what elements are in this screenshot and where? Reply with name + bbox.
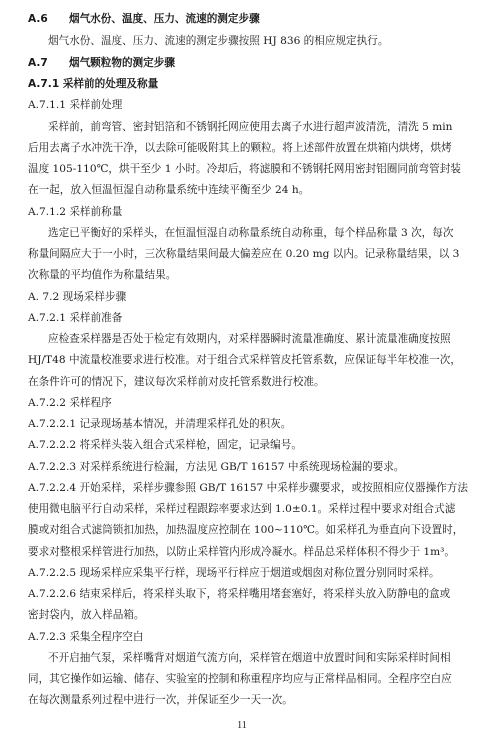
paragraph-line: 在一起，放入恒温恒湿自动称量系统中连续平衡至少 24 h。: [28, 184, 310, 196]
list-item: A.7.2.2.5 现场采样应采集平行样，现场平行样应于烟道或烟囱对称位置分别同时采样。: [28, 567, 440, 579]
subsection-heading-a71: A.7.1 采样前的处理及称量: [28, 78, 159, 90]
subsection-heading-a722: A.7.2.2 采样程序: [28, 397, 112, 409]
paragraph-line: 温度 105-110℃，烘干至少 1 小时。冷却后，将滤膜和不锈钢托网用密封铝圈同前弯管封装: [28, 163, 461, 175]
paragraph-line: 后用去离子水冲洗干净，以去除可能吸附其上的颗粒。将上述部件放置在烘箱内烘烤，烘烤: [28, 142, 452, 154]
subsection-heading-a712: A.7.1.2 采样前称量: [28, 206, 123, 218]
paragraph-line: 在每次测量系列过程中进行一次，并保证至少一天一次。: [28, 694, 293, 706]
list-item: A.7.2.2.2 将采样头装入组合式采样枪，固定，记录编号。: [28, 439, 302, 451]
list-item: A.7.2.2.1 记录现场基本情况，并清理采样孔处的积灰。: [28, 418, 292, 430]
paragraph-line: 膜或对组合式滤筒锁扣加热，加热温度应控制在 100~110℃。如采样孔为垂直向下设置时，: [28, 524, 464, 536]
paragraph-line: HJ/T48 中流量校准要求进行校准。对于组合式采样管皮托管系数，应保证每半年校准一次，: [28, 354, 461, 366]
paragraph-line: 要求对整根采样管进行加热，以防止采样管内形成冷凝水。样品总采样体积不得少于 1m³。: [28, 546, 455, 558]
page-number: 11: [237, 720, 247, 731]
paragraph-line: 密封袋内，放入样品箱。: [28, 609, 145, 621]
list-item: A.7.2.2.6 结束采样后，将采样头取下，将采样嘴用堵套塞好，将采样头放入防静电的盒或: [28, 588, 451, 600]
paragraph-line: 应检查采样器是否处于检定有效期内，对采样器瞬时流量准确度、累计流量准确度按照: [48, 333, 451, 345]
paragraph-line: 使用微电脑平行自动采样，采样过程跟踪率要求达到 1.0±0.1。采样过程中要求对组合式滤: [28, 503, 456, 515]
paragraph-line: 称量间隔应大于一小时，三次称量结果间最大偏差应在 0.20 mg 以内。记录称量结果，以 3: [28, 248, 460, 260]
paragraph-line: 烟气水份、温度、压力、流速的测定步骤按照 HJ 836 的相应规定执行。: [48, 35, 389, 47]
paragraph-line: 次称量的平均值作为称量结果。: [28, 269, 177, 281]
subsection-heading-a723: A.7.2.3 采集全程序空白: [28, 631, 144, 643]
paragraph-line: 在条件许可的情况下，建议每次采样前对皮托管系数进行校准。: [28, 376, 325, 388]
subsection-heading-a72: A. 7.2 现场采样步骤: [28, 291, 127, 303]
subsection-heading-a721: A.7.2.1 采样前准备: [28, 312, 123, 324]
list-item: A.7.2.2.3 对采样系统进行检漏，方法见 GB/T 16157 中系统现场检漏的要求。: [28, 461, 405, 473]
paragraph-line: 选定已平衡好的采样头，在恒温恒湿自动称量系统自动称重，每个样品称量 3 次，每次: [48, 227, 454, 239]
list-item: A.7.2.2.4 开始采样，采样步骤参照 GB/T 16157 中采样步骤要求，或按照相应仪器操作方法: [28, 482, 468, 494]
paragraph-line: 不开启抽气泵，采样嘴背对烟道气流方向，采样管在烟道中放置时间和实际采样时间相: [48, 652, 451, 664]
paragraph-line: 同，其它操作如运输、储存、实验室的控制和称重程序均应与正常样品相同。全程序空白应: [28, 673, 452, 685]
paragraph-line: 采样前，前弯管、密封铝箔和不锈钢托网应使用去离子水进行超声波清洗，清洗 5 min: [48, 121, 453, 133]
section-heading-a6: A.6 烟气水份、温度、压力、流速的测定步骤: [28, 13, 260, 25]
section-heading-a7: A.7 烟气颗粒物的测定步骤: [28, 57, 175, 69]
subsection-heading-a711: A.7.1.1 采样前处理: [28, 99, 123, 111]
